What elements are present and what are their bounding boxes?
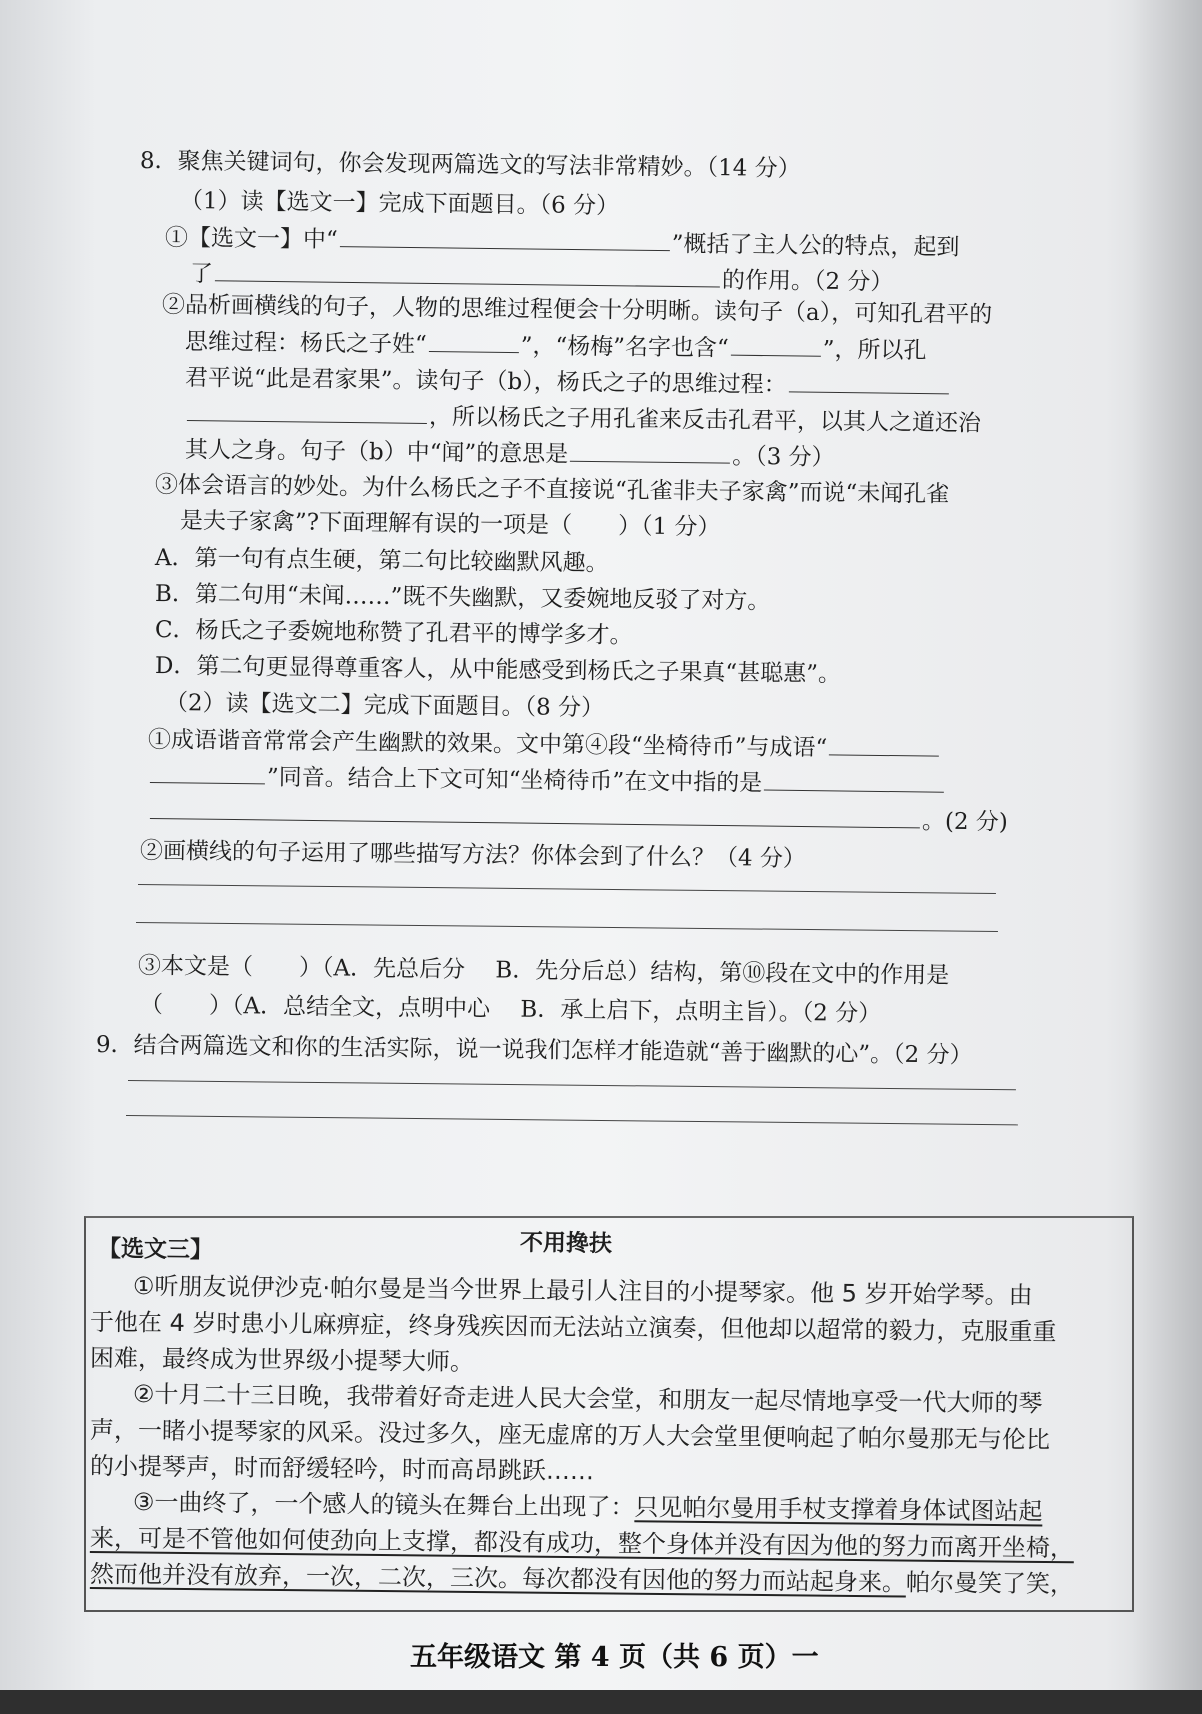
page-footer: 五年级语文 第 4 页（共 6 页）一 xyxy=(410,1642,819,1673)
q9-text: 9．结合两篇选文和你的生活实际，说一说我们怎样才能造就“善于幽默的心”。（2 分） xyxy=(95,1032,973,1069)
q8-part2-header: （2）读【选文二】完成下面题目。（8 分） xyxy=(164,690,605,722)
q8-1-2-text-c: ”，所以孔 xyxy=(822,336,927,365)
q8-1-3-line2: 是夫子家禽”?下面理解有误的一项是（ ）（1 分） xyxy=(179,508,721,541)
passage3-label: 【选文三】 xyxy=(97,1235,214,1264)
answer-blank[interactable] xyxy=(789,369,949,394)
q8-1-1-suffix: ”概括了主人公的特点，起到 xyxy=(671,231,960,261)
answer-blank[interactable] xyxy=(570,439,730,464)
q8-1-1-prefix: ①【选文一】中“ xyxy=(164,225,338,254)
q8-1-2-line4 xyxy=(185,398,981,439)
answer-blank[interactable] xyxy=(187,398,427,424)
passage3-para2-line3: 的小提琴声，时而舒缓轻吟，时而高昂跳跃…… xyxy=(89,1452,595,1486)
option-c: C．杨氏之子委婉地称赞了孔君平的博学多才。 xyxy=(154,617,633,649)
q8-1-2-text-a: 思维过程：杨氏之子姓“ xyxy=(184,329,427,358)
q8-title: 8．聚焦关键词句，你会发现两篇选文的写法非常精妙。（14 分） xyxy=(139,148,801,183)
q8-1-2-line5 xyxy=(185,434,835,473)
q8-1-1-prefix2: 了 xyxy=(189,261,214,288)
option-a: A．第一句有点生硬，第二句比较幽默风趣。 xyxy=(154,545,609,577)
q8-1-2-line3 xyxy=(185,362,951,402)
passage3-title: 不用搀扶 xyxy=(519,1229,613,1258)
passage3-para2-line1: ②十月二十三日晚，我带着好奇走进人民大会堂，和朋友一起尽情地享受一代大师的琴 xyxy=(132,1380,1043,1418)
q8-1-1-line1 xyxy=(165,222,960,263)
answer-blank[interactable] xyxy=(429,329,519,353)
passage3-underlined-sentence: 只见帕尔曼用手杖支撑着身体试图站起 xyxy=(634,1493,1043,1526)
passage3-para3-tail: 帕尔曼笑了笑， xyxy=(905,1568,1075,1599)
q8-part1-header: （1）读【选文一】完成下面题目。（6 分） xyxy=(179,188,620,220)
q8-2-1-text-c: 。(2 分) xyxy=(921,808,1008,836)
answer-line[interactable] xyxy=(138,884,996,894)
answer-blank[interactable] xyxy=(731,333,821,357)
q8-1-2-text-b: ”，“杨梅”名字也含“ xyxy=(520,333,729,362)
passage3-para1-line1: ①听朋友说伊沙克·帕尔曼是当今世界上最引人注目的小提琴家。他 5 岁开始学琴。由 xyxy=(132,1272,1033,1310)
q8-1-2-text-e: ，所以杨氏之子用孔雀来反击孔君平，以其人之道还治 xyxy=(428,403,982,437)
answer-line[interactable] xyxy=(128,1080,1016,1090)
answer-line[interactable] xyxy=(136,922,998,932)
answer-blank[interactable] xyxy=(764,768,944,793)
bottom-edge xyxy=(0,1690,1202,1714)
answer-blank[interactable] xyxy=(340,224,670,251)
option-b: B．第二句用“未闻……”既不失幽默，又委婉地反驳了对方。 xyxy=(154,581,771,615)
q8-2-2: ②画横线的句子运用了哪些描写方法？你体会到了什么？（4 分） xyxy=(139,838,807,873)
q8-2-1-line1 xyxy=(148,724,942,765)
q8-1-2-text-g: 。（3 分） xyxy=(732,443,835,471)
q8-2-1-line3 xyxy=(148,796,1008,838)
passage3-underlined-sentence: 然而他并没有放弃，一次，二次，三次。每次都没有因他的努力而站起身来。 xyxy=(89,1560,907,1597)
page-shadow xyxy=(1132,0,1202,1714)
q8-1-2-text-f: 其人之身。句子（b）中“闻”的意思是 xyxy=(184,437,569,468)
passage3-para2-line2: 声，一睹小提琴家的风采。没过多久，座无虚席的万人大会堂里便响起了帕尔曼那无与伦比 xyxy=(89,1416,1051,1455)
answer-blank[interactable] xyxy=(829,732,939,756)
q8-1-1-suffix2: 的作用。（2 分） xyxy=(721,267,894,296)
option-d: D．第二句更显得尊重客人，从中能感受到杨氏之子果真“甚聪惠”。 xyxy=(154,653,842,688)
passage3-para3-text: ③一曲终了，一个感人的镜头在舞台上出现了： xyxy=(132,1488,635,1522)
q8-2-1-text-a: ①成语谐音常常会产生幽默的效果。文中第④段“坐椅待币”与成语“ xyxy=(147,727,828,762)
q8-2-1-line2 xyxy=(148,760,947,801)
q8-2-3-line1: ③本文是（ ）（A．先总后分 B．先分后总）结构，第⑩段在文中的作用是 xyxy=(137,953,950,989)
answer-blank[interactable] xyxy=(215,258,720,287)
answer-line[interactable] xyxy=(126,1115,1018,1125)
q8-2-3-line2: （ ）（A．总结全文，点明中心 B．承上启下，点明主旨）。（2 分） xyxy=(139,992,882,1028)
q8-1-2-text-d: 君平说“此是君家果”。读句子（b），杨氏之子的思维过程： xyxy=(184,365,787,399)
passage3-underlined-sentence: 来，可是不管他如何使劲向上支撑，都没有成功，整个身体并没有因为他的努力而离开坐椅， xyxy=(89,1524,1075,1563)
q8-2-1-text-b: ”同音。结合上下文可知“坐椅待币”在文中指的是 xyxy=(266,764,763,797)
answer-blank[interactable] xyxy=(150,796,920,828)
q8-1-2-line2 xyxy=(185,326,927,366)
answer-blank[interactable] xyxy=(150,760,265,784)
passage3-para1-line3: 困难，最终成为世界级小提琴大师。 xyxy=(89,1344,475,1377)
q8-1-2-line1: ②品析画横线的句子，人物的思维过程便会十分明晰。读句子（a），可知孔君平的 xyxy=(161,292,993,329)
q8-1-3-line1: ③体会语言的妙处。为什么杨氏之子不直接说“孔雀非夫子家禽”而说“未闻孔雀 xyxy=(154,472,950,508)
passage3-para1-line2: 于他在 4 岁时患小儿麻痹症，终身残疾因而无法站立演奏，但他却以超常的毅力，克服重重 xyxy=(89,1308,1057,1347)
